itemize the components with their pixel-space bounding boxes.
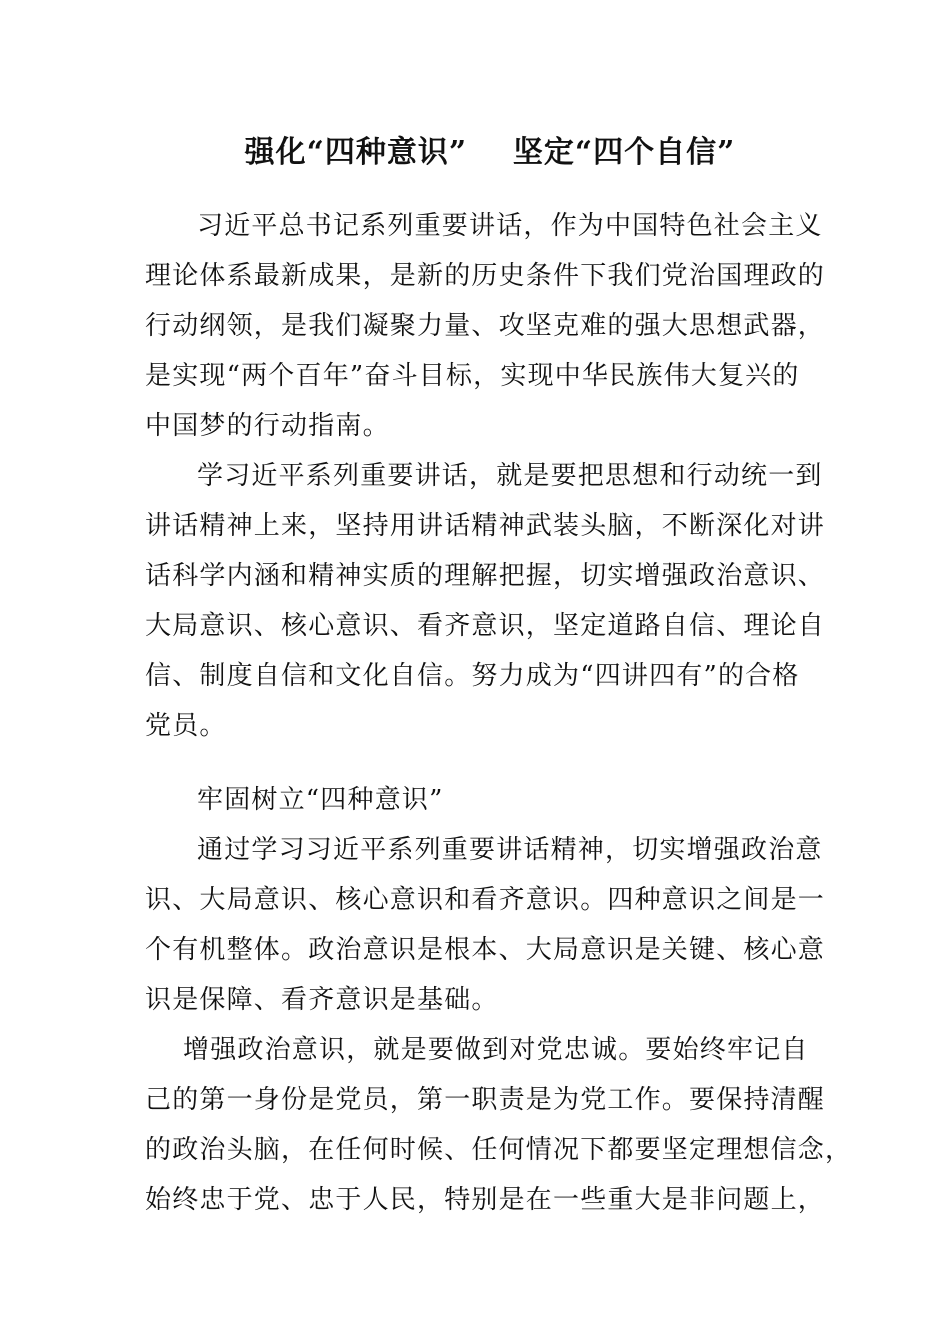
- section-heading: 牢固树立“四种意识”: [197, 785, 444, 815]
- paragraph-line: 己的第一身份是党员，第一职责是为党工作。要保持清醒: [145, 1085, 826, 1115]
- paragraph-line: 行动纲领，是我们凝聚力量、攻坚克难的强大思想武器，: [145, 311, 826, 341]
- paragraph-line: 大局意识、核心意识、看齐意识，坚定道路自信、理论自: [145, 611, 826, 641]
- paragraph-line: 识是保障、看齐意识是基础。: [145, 985, 499, 1015]
- paragraph-line: 的政治头脑，在任何时候、任何情况下都要坚定理想信念，: [145, 1135, 853, 1165]
- paragraph-line: 习近平总书记系列重要讲话，作为中国特色社会主义: [197, 211, 823, 241]
- paragraph-line: 理论体系最新成果，是新的历史条件下我们党治国理政的: [145, 261, 826, 291]
- paragraph-line: 中国梦的行动指南。: [145, 411, 390, 441]
- paragraph-line: 讲话精神上来，坚持用讲话精神武装头脑，不断深化对讲: [145, 511, 826, 541]
- paragraph-line: 信、制度自信和文化自信。努力成为“四讲四有”的合格: [145, 661, 800, 691]
- paragraph-line: 通过学习习近平系列重要讲话精神，切实增强政治意: [197, 835, 823, 865]
- paragraph-line: 个有机整体。政治意识是根本、大局意识是关键、核心意: [145, 935, 826, 965]
- paragraph-line: 话科学内涵和精神实质的理解把握，切实增强政治意识、: [145, 561, 826, 591]
- paragraph-line: 党员。: [145, 711, 227, 741]
- paragraph-line: 识、大局意识、核心意识和看齐意识。四种意识之间是一: [145, 885, 826, 915]
- paragraph-line: 增强政治意识，就是要做到对党忠诚。要始终牢记自: [183, 1035, 809, 1065]
- document-title: 强化“四种意识” 坚定“四个自信”: [244, 135, 736, 170]
- paragraph-line: 始终忠于党、忠于人民，特别是在一些重大是非问题上，: [145, 1185, 826, 1215]
- paragraph-line: 学习近平系列重要讲话，就是要把思想和行动统一到: [197, 461, 823, 491]
- paragraph-line: 是实现“两个百年”奋斗目标，实现中华民族伟大复兴的: [145, 361, 800, 391]
